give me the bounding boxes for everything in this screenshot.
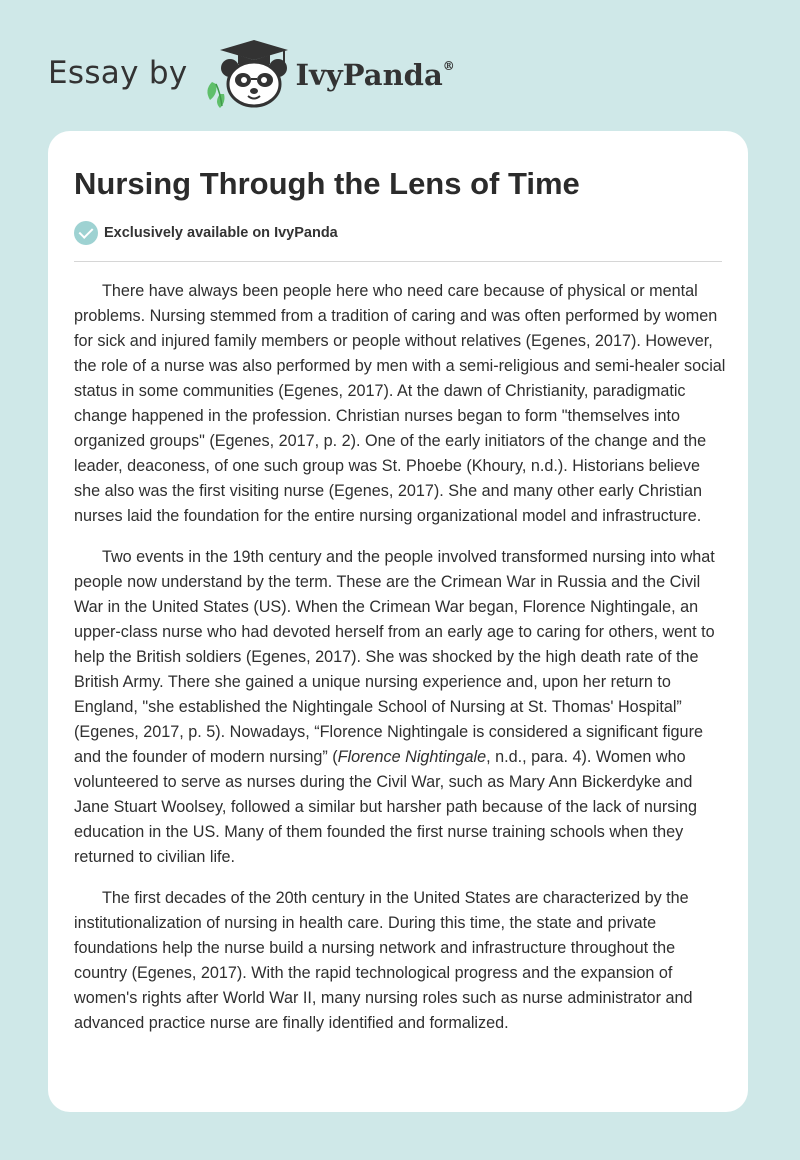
- exclusive-badge: [74, 221, 338, 245]
- paragraph: The first decades of the 20th century in the United States are characterized by the institutionalization of nursing in health care. During this time, the state and private foundations help the nurse build a nursing network and infrastructure throughout the country (Egenes, 2017). With the rapid technological progress and the expansion of women's rights after World War II, many nursing roles such as nurse administrator and advanced practice nurse are finally identified and formalized.: [74, 889, 693, 1032]
- check-circle-icon: [74, 221, 98, 245]
- registered-mark: ®: [442, 59, 455, 74]
- site-header: [48, 38, 455, 108]
- essay-by-label: Essay by: [48, 55, 188, 91]
- italic-title: Florence Nightingale: [337, 748, 487, 766]
- paragraph: Two events in the 19th century and the people involved transformed nursing into what people now understand by the term. These are the Crimean War in Russia and the Civil War in the United States (US). When the Crimean War began, Florence Nightingale, an upper-class nurse who had devoted herself from an early age to caring for others, went to help the British soldiers (Egenes, 2017). She was shocked by the high death rate of the British Army. There she gained a unique nursing experience and, upon her return to England, "she established the Nightingale School of Nursing at St. Thomas' Hospital” (Egenes, 2017, p. 5). Nowadays, “Florence Nightingale is considered a significant figure and the founder of modern nursing” (Florence Nightingale, n.d., para. 4). Women who volunteered to serve as nurses during the Civil War, such as Mary Ann Bickerdyke and Jane Stuart Woolsey, followed a similar but harsher path because of the lack of nursing education in the US. Many of them founded the first nurse training schools when they returned to civilian life.: [74, 548, 715, 866]
- paragraph: There have always been people here who need care because of physical or mental problems. Nursing stemmed from a tradition of caring and was often performed by women for sick and injured family members or people without relatives (Egenes, 2017). However, the role of a nurse was also performed by men with a semi-religious and semi-healer social status in some communities (Egenes, 2017). At the dawn of Christianity, paradigmatic change happened in the profession. Christian nurses began to form "themselves into organized groups" (Egenes, 2017, p. 2). One of the early initiators of the change and the leader, deaconess, of one such group was St. Phoebe (Khoury, n.d.). Historians believe she also was the first visiting nurse (Egenes, 2017). She and many other early Christian nurses laid the foundation for the entire nursing organizational model and infrastructure.: [74, 282, 726, 525]
- exclusive-label: Exclusively available on IvyPanda: [104, 225, 338, 241]
- essay-card: [48, 131, 748, 1112]
- page-title: Nursing Through the Lens of Time: [74, 166, 580, 201]
- essay-body: [74, 279, 726, 1052]
- brand-name[interactable]: IvyPanda®: [295, 58, 455, 92]
- ivypanda-logo-icon[interactable]: [202, 38, 294, 108]
- divider: [74, 261, 722, 262]
